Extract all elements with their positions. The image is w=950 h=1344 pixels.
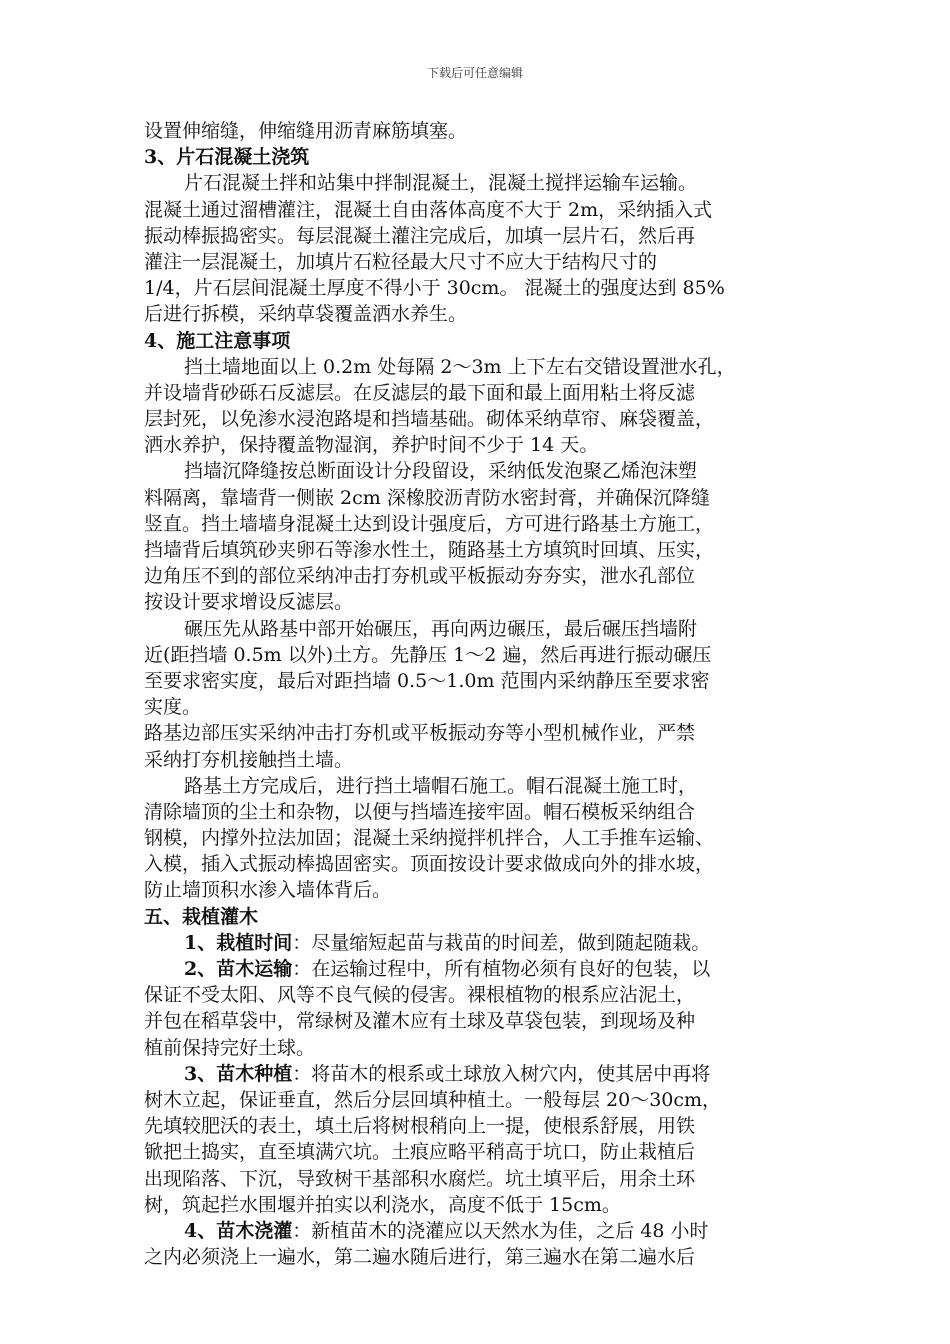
text-line [144, 720, 814, 746]
text-line [144, 170, 814, 196]
text-line [144, 1192, 814, 1218]
text-line [144, 563, 814, 589]
text-line [144, 642, 814, 668]
paragraph-text: ：在运输过程中，所有植物必须有良好的包装，以 [292, 958, 711, 980]
paragraph-text: 路基土方完成后，进行挡土墙帽石施工。帽石混凝土施工时， [184, 774, 698, 797]
text-line [144, 668, 814, 694]
text-line [144, 982, 814, 1008]
text-line [144, 380, 814, 406]
paragraph-text: 层封死，以免渗水浸泡路堤和挡墙基础。砌体采纳草帘、麻袋覆盖， [144, 408, 715, 431]
paragraph-text: 入模，插入式振动棒捣固密实。顶面按设计要求做成向外的排水坡， [144, 853, 715, 876]
paragraph-text: 防止墙顶积水渗入墙体背后。 [144, 879, 392, 902]
text-line [144, 877, 814, 903]
text-line [144, 118, 814, 144]
text-line [144, 694, 814, 720]
paragraph-text: ：尽量缩短起苗与栽苗的时间差，做到随起随栽。 [292, 931, 711, 954]
text-line [144, 537, 814, 563]
text-line [144, 773, 814, 799]
term-label: 4、苗木浇灌 [184, 1219, 293, 1242]
text-line [144, 223, 814, 249]
text-line [144, 799, 814, 825]
text-line [144, 589, 814, 615]
section-heading [144, 328, 814, 354]
paragraph-text: 后进行拆模，采纳草袋覆盖洒水养生。 [144, 303, 468, 326]
paragraph-text: 设置伸缩缝，伸缩缝用沥青麻筋填塞。 [144, 120, 468, 142]
section-heading [144, 904, 814, 930]
section-heading [144, 144, 814, 170]
paragraph-text: 至要求密实度，最后对距挡墙 0.5～1.0m 范围内采纳静压至要求密 [144, 669, 710, 692]
paragraph-text: 钢模，内撑外拉法加固；混凝土采纳搅拌机拌合，人工手推车运输、 [144, 827, 715, 850]
text-line [144, 485, 814, 511]
text-line [144, 825, 814, 851]
paragraph-text: 挡墙沉降缝按总断面设计分段留设，采纳低发泡聚乙烯泡沫塑 [184, 460, 698, 483]
paragraph-text: 路基边部压实采纳冲击打夯机或平板振动夯等小型机械作业，严禁 [144, 722, 696, 745]
paragraph-text: 片石混凝土拌和站集中拌制混凝土，混凝土搅拌运输车运输。 [184, 172, 698, 195]
paragraph-text: 按设计要求增设反滤层。 [144, 591, 354, 614]
text-line [144, 197, 814, 223]
paragraph-text: 振动棒振捣密实。每层混凝土灌注完成后，加填一层片石，然后再 [144, 224, 696, 247]
paragraph-text: 灌注一层混凝土，加填片石粒径最大尺寸不应大于结构尺寸的 [144, 250, 658, 273]
paragraph-text: 近(距挡墙 0.5m 以外)土方。先静压 1～2 遍，然后再进行振动碾压 [144, 643, 712, 666]
text-line [144, 1113, 814, 1139]
paragraph-text: 混凝土通过溜槽灌注，混凝土自由落体高度不大于 2m，采纳插入式 [144, 198, 713, 221]
paragraph-text: 碾压先从路基中部开始碾压，再向两边碾压，最后碾压挡墙附 [184, 617, 698, 640]
paragraph-text: 先填较肥沃的表土，填土后将树根稍向上一提，使根系舒展，用铁 [144, 1115, 696, 1138]
paragraph-text: 实度。 [144, 696, 202, 719]
paragraph-text: 之内必须浇上一遍水，第二遍水随后进行，第三遍水在第二遍水后 [144, 1246, 696, 1269]
text-line [144, 1008, 814, 1034]
heading-text: 五、栽植灌木 [144, 905, 259, 928]
paragraph-text: 洒水养护，保持覆盖物湿润，养护时间不少于 14 天。 [144, 434, 599, 457]
paragraph-text: 保证不受太阳、风等不良气候的侵害。裸根植物的根系应沾泥土， [144, 984, 696, 1007]
paragraph-text: 植前保持完好土球。 [144, 1036, 316, 1059]
text-line [144, 1218, 814, 1244]
text-line [144, 354, 814, 380]
paragraph-text: 挡墙背后填筑砂夹卵石等渗水性土，随路基土方填筑时回填、压实， [144, 539, 715, 561]
term-label: 2、苗木运输 [184, 958, 293, 980]
paragraph-text: 并设墙背砂砾石反滤层。在反滤层的最下面和最上面用粘土将反滤 [144, 381, 696, 404]
text-line [144, 511, 814, 537]
paragraph-text: 清除墙顶的尘土和杂物，以便与挡墙连接牢固。帽石模板采纳组合 [144, 800, 696, 823]
paragraph-text: 锨把土捣实，直至填满穴坑。土痕应略平稍高于坑口，防止栽植后 [144, 1141, 696, 1164]
heading-text: 3、片石混凝土浇筑 [144, 146, 310, 169]
text-line [144, 1035, 814, 1061]
text-line [144, 616, 814, 642]
text-line [144, 301, 814, 327]
text-line [144, 249, 814, 275]
text-line [144, 1166, 814, 1192]
document-body [144, 118, 814, 1270]
text-line [144, 432, 814, 458]
text-line [144, 1061, 814, 1087]
text-line [144, 851, 814, 877]
paragraph-text: 并包在稻草袋中，常绿树及灌木应有土球及草袋包装，到现场及种 [144, 1010, 696, 1033]
text-line [144, 930, 814, 956]
paragraph-text: 1/4，片石层间混凝土厚度不得小于 30cm。 混凝土的强度达到 85% [144, 277, 725, 300]
paragraph-text: 采纳打夯机接触挡土墙。 [144, 748, 354, 771]
text-line [144, 747, 814, 773]
term-label: 1、栽植时间 [184, 931, 293, 954]
text-line [144, 406, 814, 432]
text-line [144, 1087, 814, 1113]
paragraph-text: 料隔离，靠墙背一侧嵌 2cm 深橡胶沥青防水密封膏，并确保沉降缝 [144, 486, 710, 509]
heading-text: 4、施工注意事项 [144, 329, 291, 352]
paragraph-text: 树木立起，保证垂直，然后分层回填种植土。一般每层 20～30cm， [144, 1088, 722, 1111]
paragraph-text: 树，筑起拦水围堰并拍实以利浇水，高度不低于 15cm。 [144, 1193, 621, 1216]
paragraph-text: 出现陷落、下沉，导致树干基部积水腐烂。坑土填平后，用余土环 [144, 1167, 696, 1190]
paragraph-text: 竖直。挡土墙墙身混凝土达到设计强度后，方可进行路基土方施工， [144, 512, 715, 535]
text-line [144, 275, 814, 301]
paragraph-text: 边角压不到的部位采纳冲击打夯机或平板振动夯夯实，泄水孔部位 [144, 565, 696, 588]
paragraph-text: ：新植苗木的浇灌应以天然水为佳，之后 48 小时 [292, 1219, 709, 1242]
term-label: 3、苗木种植 [184, 1062, 293, 1085]
text-line [144, 458, 814, 484]
text-line [144, 956, 814, 982]
page-header: 下载后可任意编辑 [426, 66, 523, 80]
paragraph-text: 挡土墙地面以上 0.2m 处每隔 2～3m 上下左右交错设置泄水孔， [184, 355, 736, 378]
text-line [144, 1244, 814, 1270]
paragraph-text: ：将苗木的根系或土球放入树穴内，使其居中再将 [292, 1062, 711, 1085]
text-line [144, 1139, 814, 1165]
